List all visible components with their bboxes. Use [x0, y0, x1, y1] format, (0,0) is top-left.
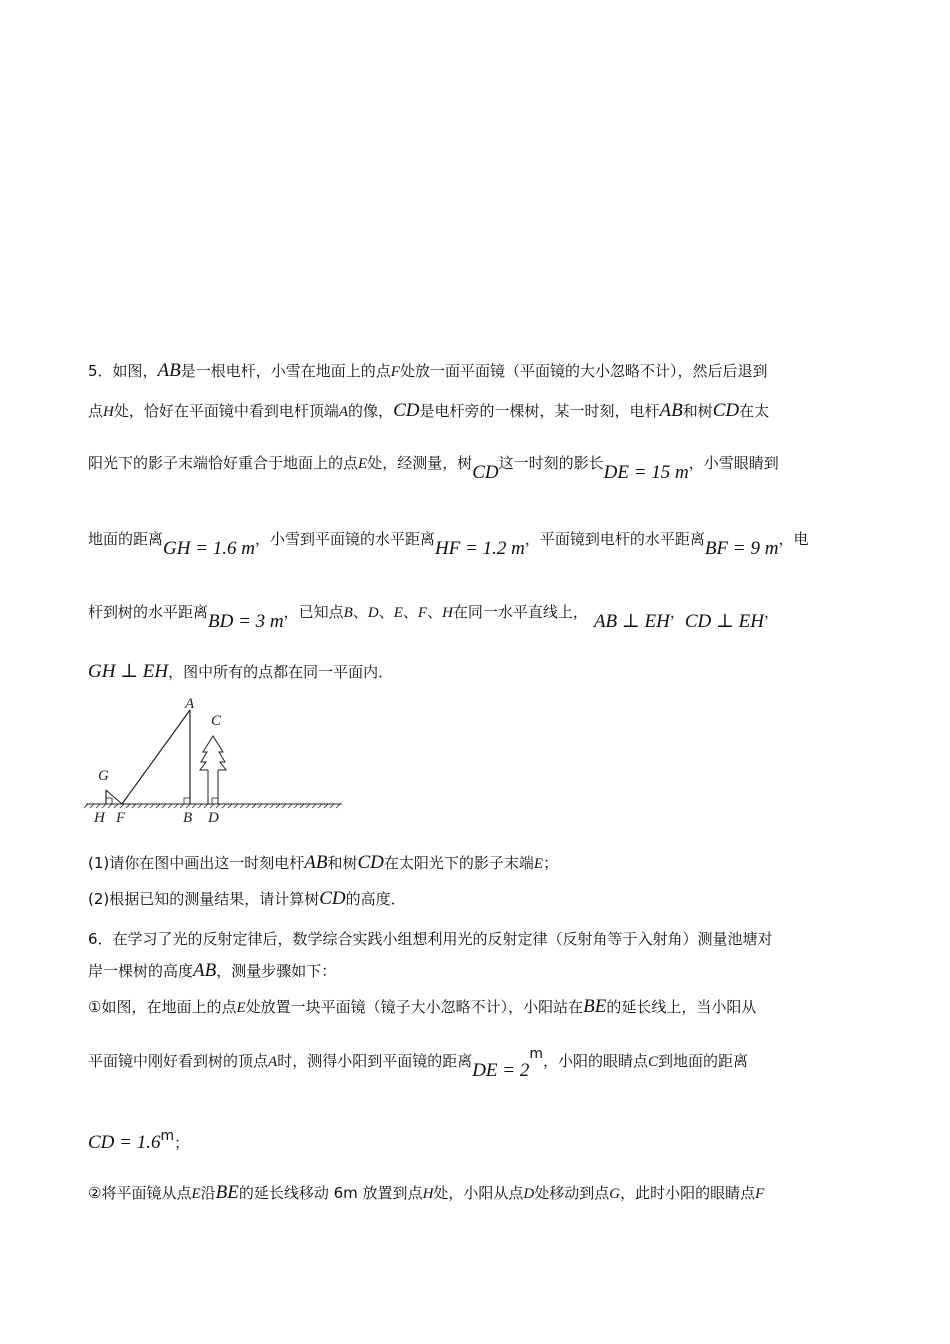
p6-line-5: CD = 1.6m；	[88, 1128, 190, 1153]
p6-line-1: 6．在学习了光的反射定律后，数学综合实践小组想利用光的反射定律（反射角等于入射角）测量池塘对	[88, 930, 773, 948]
label-f: F	[116, 810, 126, 826]
label-h: H	[94, 810, 105, 826]
line-af	[122, 710, 190, 804]
p5-question-2: (2)根据已知的测量结果，请计算树CD的高度．	[88, 888, 406, 909]
p5-line-2: 点H处，恰好在平面镜中看到电杆顶端A的像，CD是电杆旁的一棵树，某一时刻，电杆AB和树CD在太	[88, 400, 770, 421]
p5-line-4: 地面的距离GH = 1.6 m，小雪到平面镜的水平距离HF = 1.2 m，平面镜到电杆的水平距离BF = 9 m，电	[88, 530, 809, 559]
p6-line-4: 平面镜中刚好看到树的顶点A时，测得小阳到平面镜的距离DE = 2m，小阳的眼睛点C到地面的距离	[88, 1046, 749, 1081]
p6-line-2: 岸一棵树的高度AB，测量步骤如下：	[88, 960, 337, 981]
ground-line	[84, 804, 342, 808]
p5-line-3: 阳光下的影子末端恰好重合于地面上的点E处，经测量，树CD这一时刻的影长DE = 15 m，小雪眼睛到	[88, 454, 779, 483]
right-angle-d	[212, 798, 218, 804]
label-c: C	[211, 713, 222, 729]
label-d: D	[208, 810, 219, 826]
line-gf	[106, 790, 122, 804]
p6-line-6: ②将平面镜从点E沿BE的延长线移动 6m 放置到点H处，小阳从点D处移动到点G，此时小阳的眼睛点F	[88, 1182, 765, 1203]
label-g: G	[98, 768, 109, 784]
tree-cd	[200, 736, 226, 804]
label-b: B	[183, 810, 193, 826]
right-angle-h	[106, 798, 112, 804]
right-angle-b	[184, 798, 190, 804]
label-a: A	[185, 696, 195, 712]
p5-question-1: (1)请你在图中画出这一时刻电杆AB和树CD在太阳光下的影子末端E；	[88, 852, 559, 873]
p6-line-3: ①如图，在地面上的点E处放置一块平面镜（镜子大小忽略不计），小阳站在BE的延长线上，当小阳从	[88, 996, 757, 1017]
p5-figure	[84, 692, 349, 832]
p5-line-1: 5．如图，AB是一根电杆，小雪在地面上的点F处放一面平面镜（平面镜的大小忽略不计），然后后退到	[88, 360, 768, 381]
p5-line-5: 杆到树的水平距离BD = 3 m，已知点B、D、E、F、H在同一水平直线上， AB ⊥ EH，CD ⊥ EH，	[88, 603, 779, 632]
p5-line-6: GH ⊥ EH，图中所有的点都在同一平面内．	[88, 661, 394, 682]
